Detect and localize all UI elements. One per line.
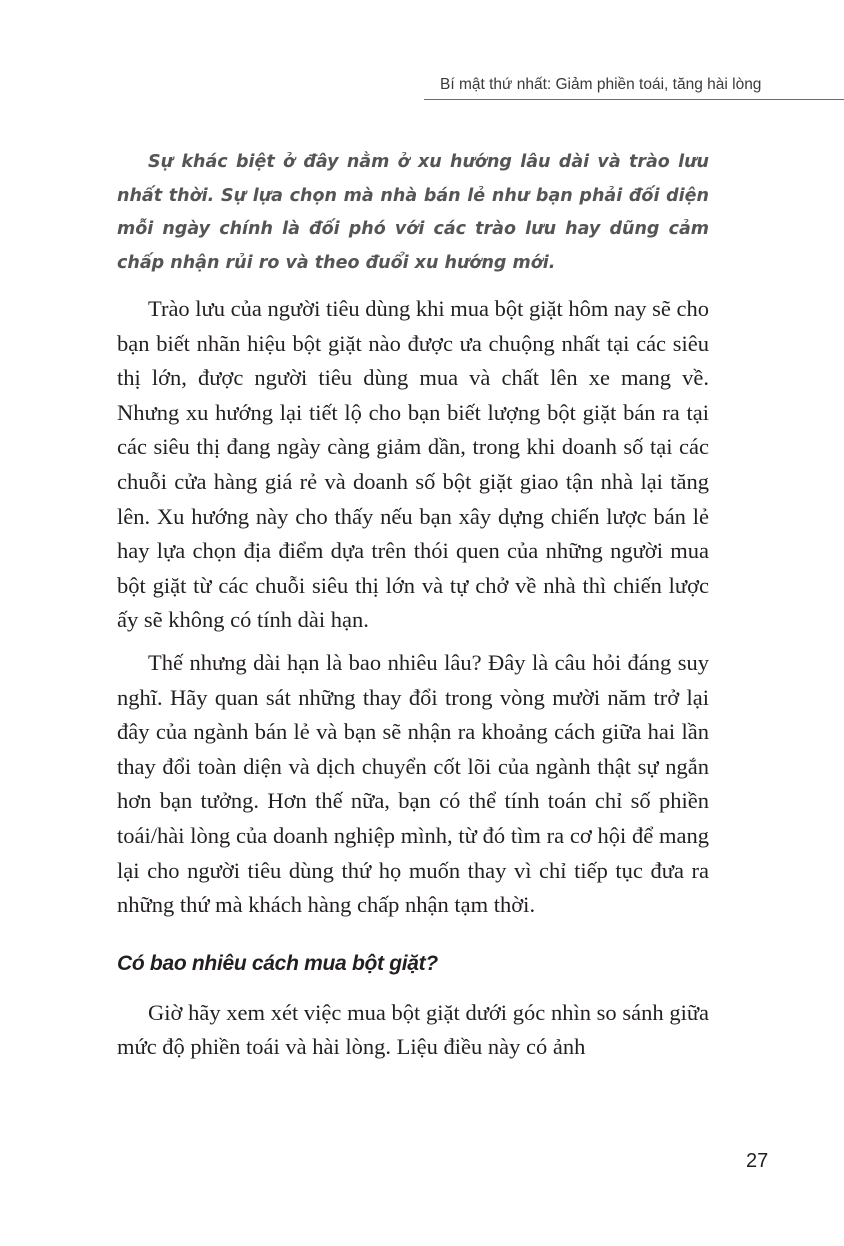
page-number: 27 bbox=[746, 1150, 769, 1172]
pull-quote: Sự khác biệt ở đây nằm ở xu hướng lâu dài và trào lưu nhất thời. Sự lựa chọn mà nhà bán lẻ như bạn phải đối diện mỗi ngày chính là đối phó với các trào lưu hay dũng cảm chấp nhận rủi ro và theo đuổi xu hướng mới. bbox=[117, 152, 709, 273]
body-paragraph-1: Trào lưu của người tiêu dùng khi mua bột giặt hôm nay sẽ cho bạn biết nhãn hiệu bột giặt nào được ưa chuộng nhất tại các siêu thị lớn, được người tiêu dùng mua và chất lên xe mang về. Nhưng xu hướng lại tiết lộ cho bạn biết lượng bột giặt bán ra tại các siêu thị đang ngày càng giảm dần, trong khi doanh số tại các chuỗi cửa hàng giá rẻ và doanh số bột giặt giao tận nhà lại tăng lên. Xu hướng này cho thấy nếu bạn xây dựng chiến lược bán lẻ hay lựa chọn địa điểm dựa trên thói quen của những người mua bột giặt từ các chuỗi siêu thị lớn và tự chở về nhà thì chiến lược ấy sẽ không có tính dài hạn. bbox=[117, 296, 710, 633]
page-content bbox=[117, 146, 709, 1073]
running-header: Bí mật thứ nhất: Giảm phiền toái, tăng hài lòng bbox=[440, 76, 762, 93]
body-paragraph-2: Thế nhưng dài hạn là bao nhiêu lâu? Đây là câu hỏi đáng suy nghĩ. Hãy quan sát những thay đổi trong vòng mười năm trở lại đây của ngành bán lẻ và bạn sẽ nhận ra khoảng cách giữa hai lần thay đổi toàn diện và dịch chuyển cốt lõi của ngành thật sự ngắn hơn bạn tưởng. Hơn thế nữa, bạn có thể tính toán chỉ số phiền toái/hài lòng của doanh nghiệp mình, từ đó tìm ra cơ hội để mang lại cho người tiêu dùng thứ họ muốn thay vì chỉ tiếp tục đưa ra những thứ mà khách hàng chấp nhận tạm thời. bbox=[117, 649, 709, 918]
header-rule bbox=[424, 99, 844, 100]
section-paragraph: Giờ hãy xem xét việc mua bột giặt dưới góc nhìn so sánh giữa mức độ phiền toái và hài lòng. Liệu điều này có ảnh bbox=[117, 999, 709, 1060]
section-heading: Có bao nhiêu cách mua bột giặt? bbox=[117, 951, 438, 975]
